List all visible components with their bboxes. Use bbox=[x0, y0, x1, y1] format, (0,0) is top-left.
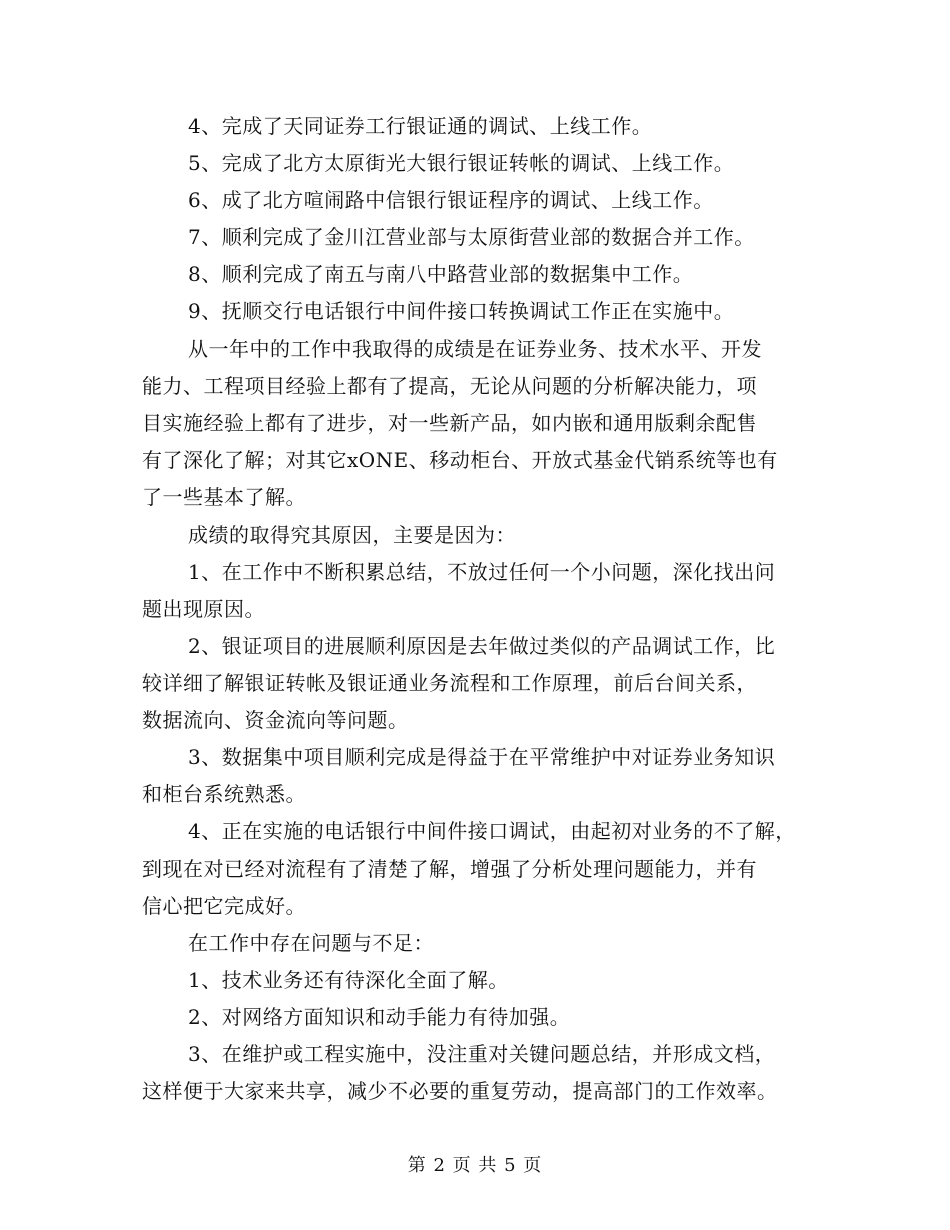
text-line: 8、顺利完成了南五与南八中路营业部的数据集中工作。 bbox=[188, 262, 694, 286]
text-line: 5、完成了北方太原街光大银行银证转帐的调试、上线工作。 bbox=[188, 151, 735, 175]
paragraph-line: 较详细了解银证转帐及银证通业务流程和工作原理，前后台间关系， bbox=[142, 671, 757, 695]
paragraph-line: 3、在维护或工程实施中，没注重对关键问题总结，并形成文档， bbox=[188, 1042, 776, 1066]
paragraph-line: 目实施经验上都有了进步，对一些新产品，如内嵌和通用版剩余配售 bbox=[142, 411, 757, 435]
paragraph-line: 在工作中存在问题与不足： bbox=[188, 931, 434, 955]
paragraph-line: 了一些基本了解。 bbox=[142, 485, 306, 509]
paragraph-line: 1、在工作中不断积累总结，不放过任何一个小问题，深化找出问 bbox=[188, 560, 776, 584]
paragraph-line: 2、对网络方面知识和动手能力有待加强。 bbox=[188, 1005, 571, 1029]
text-line: 9、抚顺交行电话银行中间件接口转换调试工作正在实施中。 bbox=[188, 299, 735, 323]
paragraph-line: 和柜台系统熟悉。 bbox=[142, 782, 306, 806]
paragraph-line: 到现在对已经对流程有了清楚了解，增强了分析处理问题能力，并有 bbox=[142, 857, 757, 881]
page-number-footer: 第 2 页 共 5 页 bbox=[407, 1155, 543, 1176]
paragraph-line: 4、正在实施的电话银行中间件接口调试，由起初对业务的不了解， bbox=[188, 819, 796, 843]
paragraph-line: 3、数据集中项目顺利完成是得益于在平常维护中对证券业务知识 bbox=[188, 745, 776, 769]
paragraph-line: 信心把它完成好。 bbox=[142, 894, 306, 918]
paragraph-line: 1、技术业务还有待深化全面了解。 bbox=[188, 968, 509, 992]
paragraph-line: 有了深化了解；对其它xONE、移动柜台、开放式基金代销系统等也有 bbox=[142, 448, 778, 472]
paragraph-line: 能力、工程项目经验上都有了提高，无论从问题的分析解决能力，项 bbox=[142, 374, 757, 398]
text-line: 7、顺利完成了金川江营业部与太原街营业部的数据合并工作。 bbox=[188, 225, 755, 249]
paragraph-line: 这样便于大家来共享，减少不必要的重复劳动，提高部门的工作效率。 bbox=[142, 1079, 778, 1103]
text-line: 4、完成了天同证券工行银证通的调试、上线工作。 bbox=[188, 114, 653, 138]
paragraph-line: 从一年中的工作中我取得的成绩是在证券业务、技术水平、开发 bbox=[188, 337, 762, 361]
text-line: 6、成了北方喧闹路中信银行银证程序的调试、上线工作。 bbox=[188, 188, 714, 212]
paragraph-line: 题出现原因。 bbox=[142, 597, 265, 621]
paragraph-line: 数据流向、资金流向等问题。 bbox=[142, 708, 409, 732]
paragraph-line: 成绩的取得究其原因，主要是因为： bbox=[188, 523, 516, 547]
paragraph-line: 2、银证项目的进展顺利原因是去年做过类似的产品调试工作，比 bbox=[188, 634, 776, 658]
